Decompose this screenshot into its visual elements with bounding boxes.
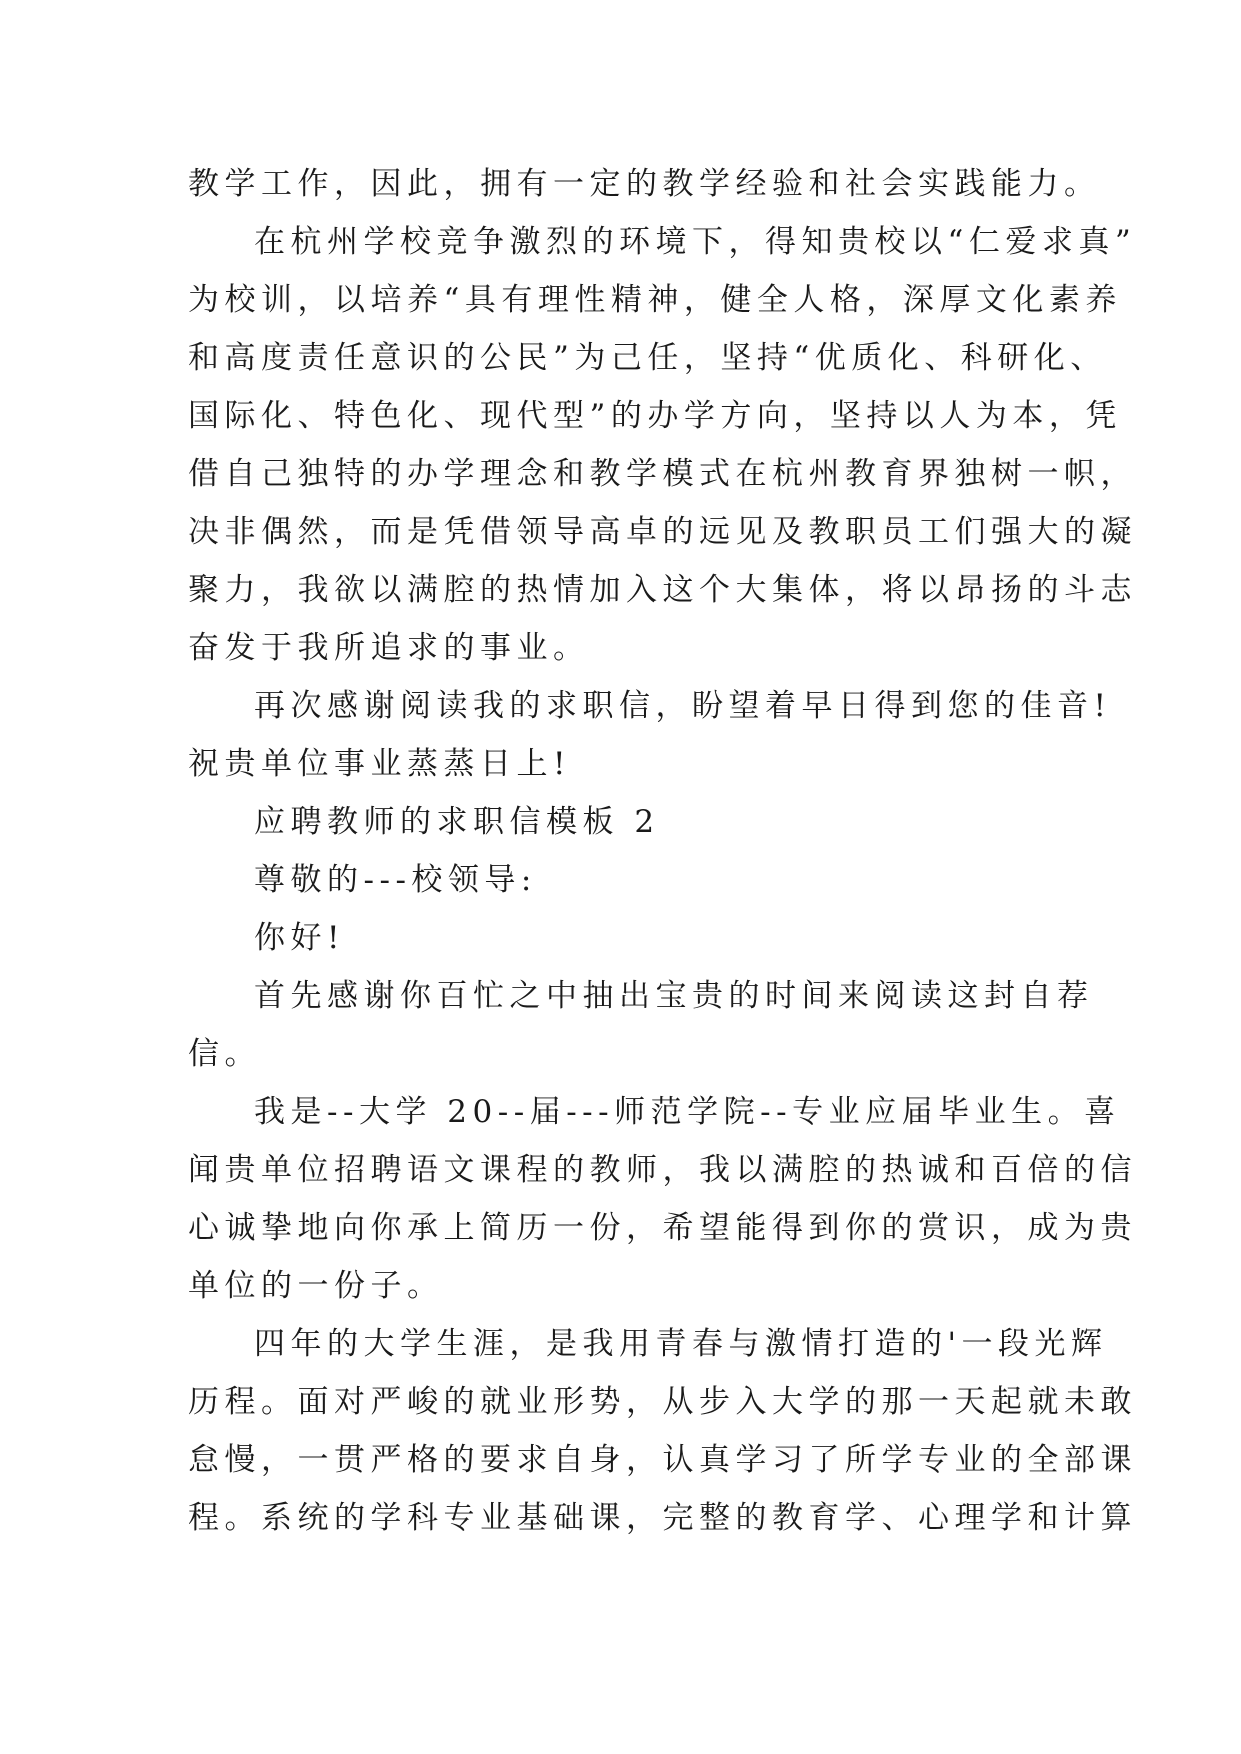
text-line: 你好! [254, 920, 345, 956]
text-line: 四年的大学生涯，是我用青春与激情打造的'一段光辉 [254, 1326, 1108, 1362]
text-line: 决非偶然，而是凭借领导高卓的远见及教职员工们强大的凝 [188, 514, 1137, 550]
text-line: 怠慢，一贯严格的要求自身，认真学习了所学专业的全部课 [188, 1442, 1137, 1478]
text-line: 在杭州学校竞争激烈的环境下，得知贵校以“仁爱求真” [254, 224, 1137, 260]
text-line: 为校训，以培养“具有理性精神，健全人格，深厚文化素养 [188, 282, 1122, 318]
text-line: 我是--大学 20--届---师范学院--专业应届毕业生。喜 [254, 1094, 1121, 1130]
text-line: 程。系统的学科专业基础课，完整的教育学、心理学和计算 [188, 1500, 1137, 1536]
document-body [188, 155, 1137, 1547]
text-line: 再次感谢阅读我的求职信，盼望着早日得到您的佳音! [254, 688, 1112, 724]
text-line: 心诚挚地向你承上简历一份，希望能得到你的赏识，成为贵 [188, 1210, 1137, 1246]
text-line: 借自己独特的办学理念和教学模式在杭州教育界独树一帜， [188, 456, 1137, 492]
text-line: 应聘教师的求职信模板 2 [254, 804, 660, 840]
text-line: 单位的一份子。 [188, 1268, 444, 1304]
text-line: 闻贵单位招聘语文课程的教师，我以满腔的热诚和百倍的信 [188, 1152, 1137, 1188]
text-line: 尊敬的---校领导: [254, 862, 537, 898]
text-line: 历程。面对严峻的就业形势，从步入大学的那一天起就未敢 [188, 1384, 1137, 1420]
text-line: 祝贵单位事业蒸蒸日上! [188, 746, 571, 782]
text-line: 和高度责任意识的公民”为己任，坚持“优质化、科研化、 [188, 340, 1107, 376]
text-line: 国际化、特色化、现代型”的办学方向，坚持以人为本，凭 [188, 398, 1122, 434]
text-line: 奋发于我所追求的事业。 [188, 630, 590, 666]
text-line: 教学工作，因此，拥有一定的教学经验和社会实践能力。 [188, 166, 1101, 202]
text-line: 首先感谢你百忙之中抽出宝贵的时间来阅读这封自荐 [254, 978, 1094, 1014]
text-line: 信。 [188, 1036, 261, 1072]
text-line: 聚力，我欲以满腔的热情加入这个大集体，将以昂扬的斗志 [188, 572, 1137, 608]
